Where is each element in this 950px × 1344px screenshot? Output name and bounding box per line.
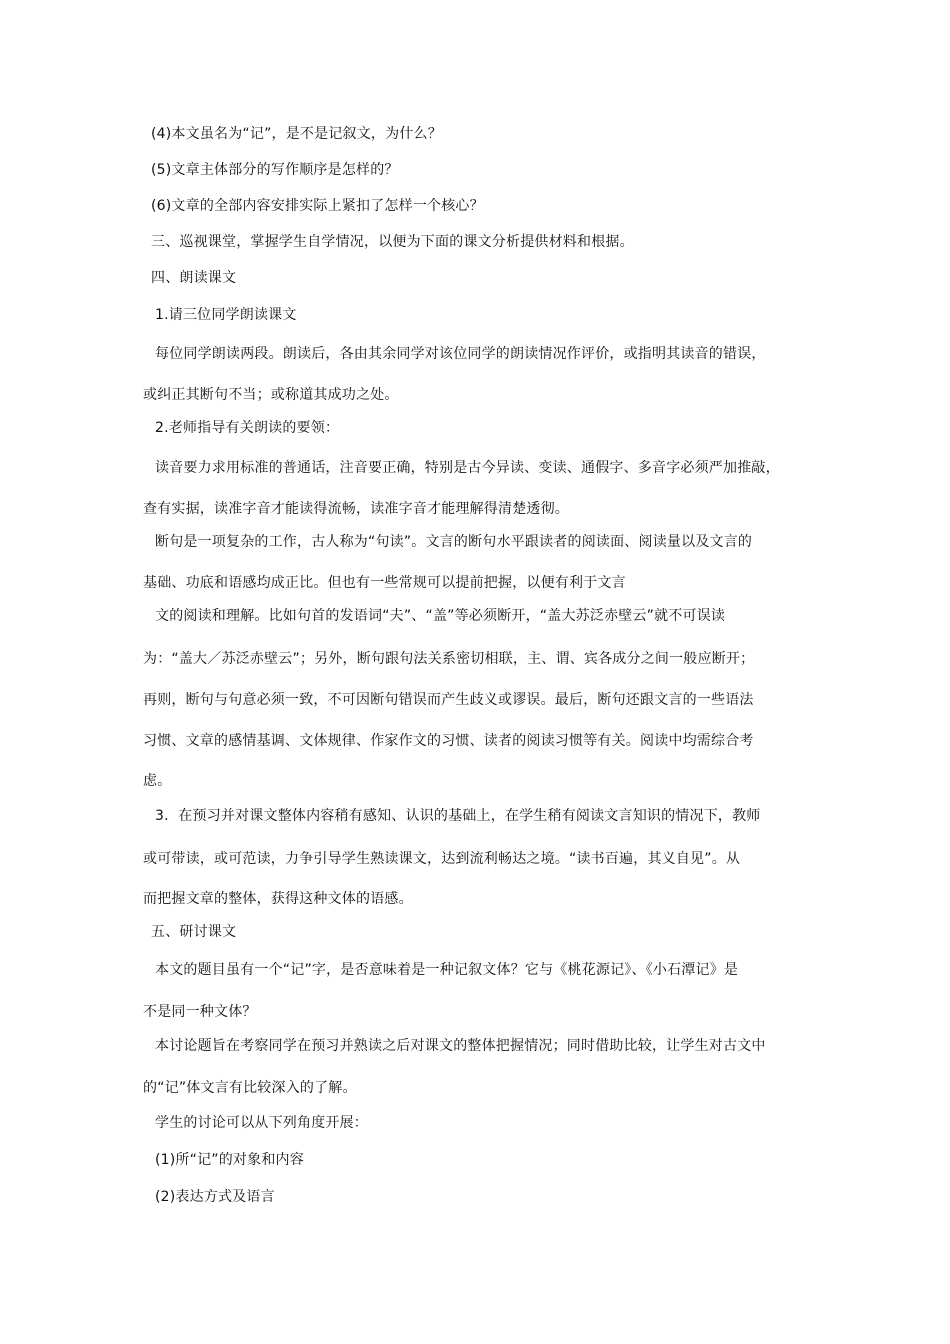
paragraph-line: 或可带读，或可范读，力争引导学生熟读课文，达到流利畅达之境。“读书百遍，其义自见”。从 [143,851,741,867]
discussion-point-2: (2)表达方式及语言 [155,1189,275,1205]
section-four-heading: 四、朗读课文 [151,270,237,286]
section-five-heading: 五、研讨课文 [151,924,237,940]
paragraph-line: 而把握文章的整体，获得这种文体的语感。 [143,891,413,907]
reading-step-2: 2.老师指导有关朗读的要领： [155,420,340,436]
paragraph-line: 虑。 [143,773,172,789]
paragraph-line: 每位同学朗读两段。朗读后，各由其余同学对该位同学的朗读情况作评价，或指明其读音的错误， [155,346,766,362]
paragraph-line: 本讨论题旨在考察同学在预习并熟读之后对课文的整体把握情况；同时借助比较，让学生对古文中 [155,1038,766,1054]
reading-step-3: 3．在预习并对课文整体内容稍有感知、认识的基础上，在学生稍有阅读文言知识的情况下，教师 [155,808,761,824]
paragraph-line: 查有实据，读准字音才能读得流畅，读准字音才能理解得清楚透彻。 [143,501,569,517]
paragraph-line: 或纠正其断句不当；或称道其成功之处。 [143,387,399,403]
paragraph-line: 再则，断句与句意必须一致，不可因断句错误而产生歧义或谬误。最后，断句还跟文言的一些语法 [143,692,754,708]
reading-step-1: 1.请三位同学朗读课文 [155,307,297,323]
question-6-line: (6)文章的全部内容安排实际上紧扣了怎样一个核心？ [151,198,484,214]
question-5-line: (5)文章主体部分的写作顺序是怎样的？ [151,162,399,178]
paragraph-line: 读音要力求用标准的普通话，注音要正确，特别是古今异读、变读、通假字、多音字必须严加推敲， [155,460,780,476]
paragraph-line: 不是同一种文体？ [143,1004,257,1020]
paragraph-line: 本文的题目虽有一个“记”字，是否意味着是一种记叙文体？它与《桃花源记》、《小石潭记》是 [155,962,739,978]
paragraph-line: 的“记”体文言有比较深入的了解。 [143,1080,357,1096]
discussion-point-1: (1)所“记”的对象和内容 [155,1152,304,1168]
paragraph-line: 基础、功底和语感均成正比。但也有一些常规可以提前把握，以便有利于文言 [143,575,626,591]
paragraph-line: 为：“盖大／苏泛赤壁云”；另外，断句跟句法关系密切相联，主、谓、宾各成分之间一般应断开； [143,651,755,667]
question-4-line: (4)本文虽名为“记”，是不是记叙文，为什么？ [151,126,442,142]
paragraph-line: 学生的讨论可以从下列角度开展： [155,1115,368,1131]
paragraph-line: 断句是一项复杂的工作，古人称为“句读”。文言的断句水平跟读者的阅读面、阅读量以及文言的 [155,534,753,550]
section-three-heading: 三、巡视课堂，掌握学生自学情况，以便为下面的课文分析提供材料和根据。 [151,234,634,250]
paragraph-line: 习惯、文章的感情基调、文体规律、作家作文的习惯、读者的阅读习惯等有关。阅读中均需综合考 [143,733,754,749]
paragraph-line: 文的阅读和理解。比如句首的发语词“夫”、“盖”等必须断开，“盖大苏泛赤壁云”就不可误读 [155,608,726,624]
